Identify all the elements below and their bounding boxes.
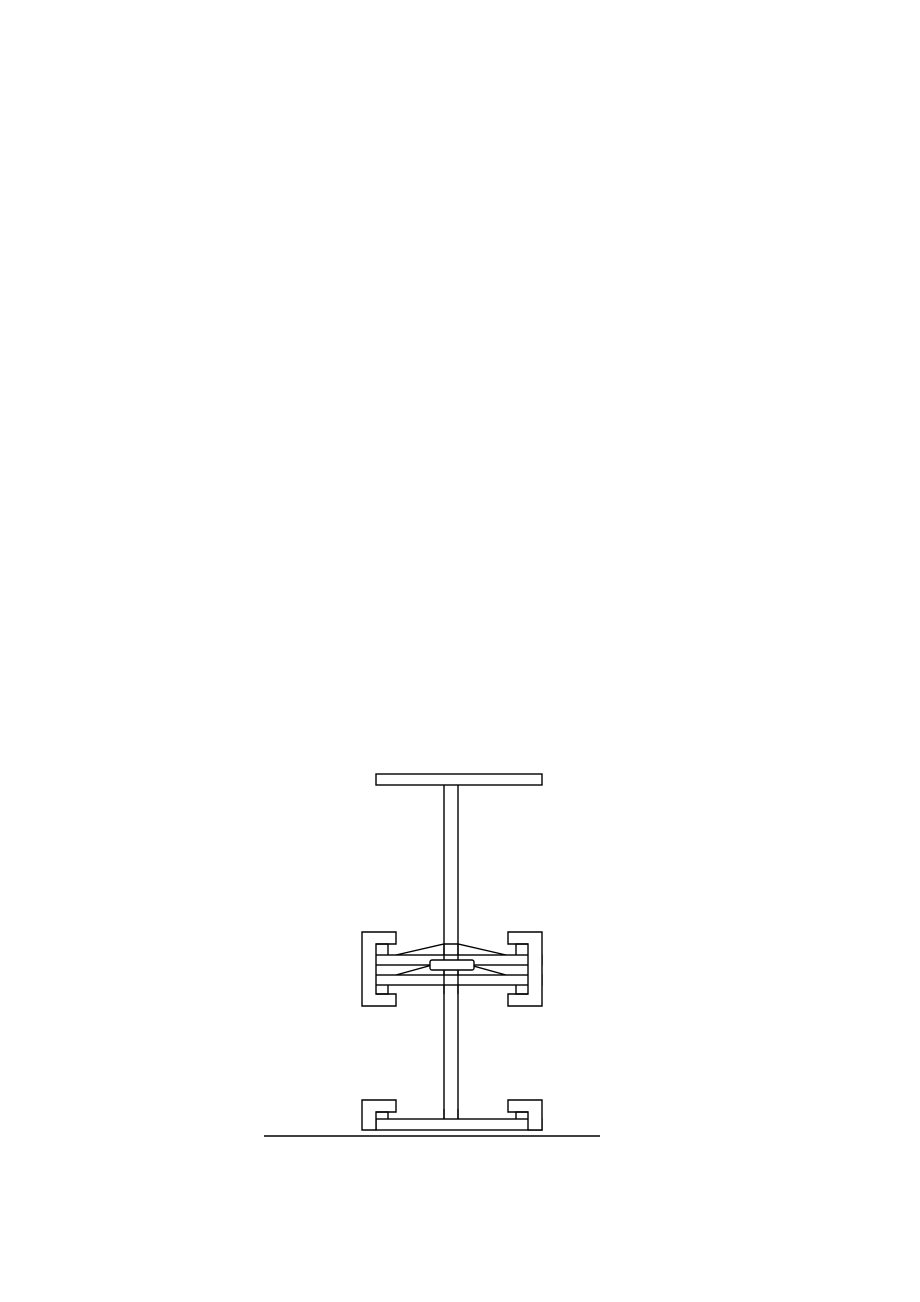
- wedge-block: [430, 960, 474, 970]
- h-beam-welding-diagram: [258, 764, 608, 1174]
- bottom-flange: [376, 1119, 542, 1130]
- section-heading: [139, 194, 784, 230]
- clamp-right-middle: [508, 932, 542, 1006]
- top-flange: [376, 774, 542, 785]
- clamp-left-middle: [362, 932, 396, 1006]
- clamp-right-middle-tab: [516, 944, 528, 994]
- wedge-upper: [396, 944, 506, 955]
- clamp-left-middle-tab: [376, 944, 388, 994]
- heading-line: [139, 194, 784, 230]
